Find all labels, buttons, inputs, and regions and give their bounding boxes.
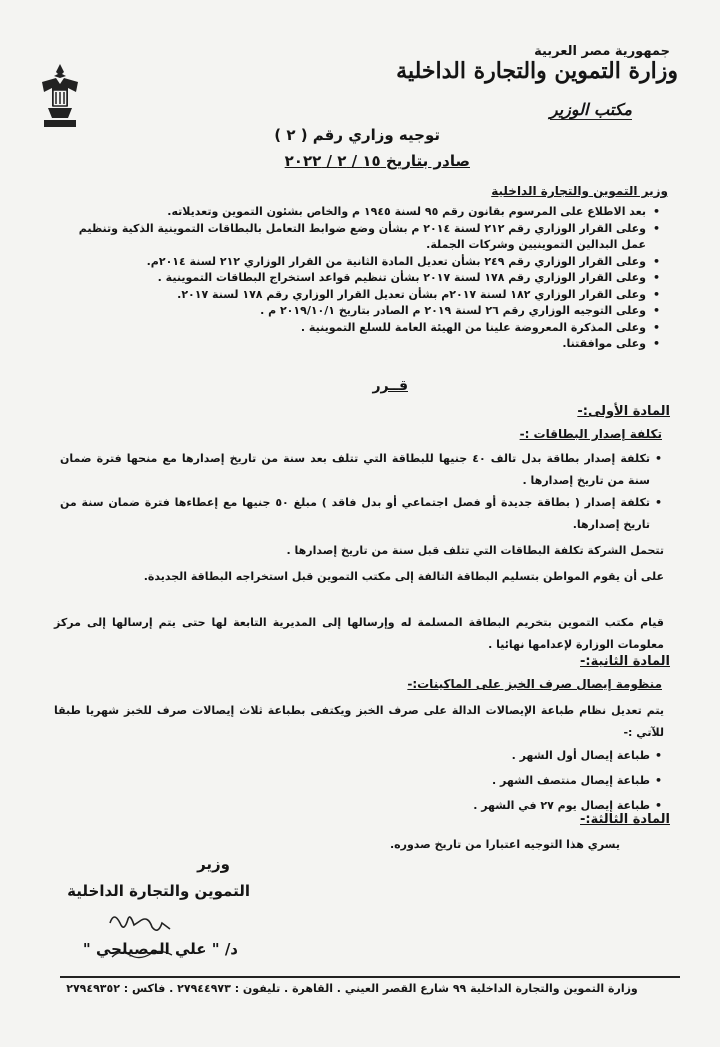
article-2-item — [60, 770, 662, 792]
article-1-item-text: تكلفة إصدار ( بطاقة جديدة أو فصل اجتماعي أو بدل فاقد ) مبلغ ٥٠ جنيها مع إعطاءها فترة ضمان سنة من تاريخ إصدارها. — [60, 496, 651, 531]
bullet-icon: • — [654, 799, 662, 812]
bullet-icon: • — [654, 749, 662, 762]
bullet-icon: • — [654, 774, 662, 787]
preamble-item: • وعلى التوجيه الوزاري رقم ٢٦ لسنة ٢٠١٩ م الصادر بتاريخ ٢٠١٩/١٠/١ م . — [60, 303, 660, 320]
article-2-heading: المادة الثانية:- — [580, 654, 670, 669]
preamble-item: • وعلى القرار الوزاري ١٨٢ لسنة ٢٠١٧م بشأن تعديل القرار الوزاري رقم ١٧٨ لسنة ٢٠١٧. — [60, 287, 660, 304]
preamble-item: • وعلى القرار الوزاري رقم ١٧٨ لسنة ٢٠١٧ بشأن تنظيم قواعد استخراج البطاقات التموينية . — [60, 270, 660, 287]
ministry-name: وزارة التموين والتجارة الداخلية — [396, 58, 678, 84]
article-2-item-text: طباعة إيصال يوم ٢٧ في الشهر . — [473, 799, 650, 812]
signature-title: وزير — [197, 855, 230, 873]
issue-date: صادر بتاريخ ١٥ / ٢ / ٢٠٢٢ — [284, 152, 470, 170]
footer-divider — [60, 976, 680, 978]
preamble-item: • وعلى القرار الوزاري رقم ٢١٢ لسنة ٢٠١٤ م بشأن وضع ضوابط التعامل بالبطاقات التموينية الذكية وتنظيم عمل البدالين التموينيين وشركات الجملة. — [60, 221, 660, 254]
bullet-icon: • — [654, 452, 662, 465]
article-1-item — [60, 492, 662, 536]
minister-line: وزير التموين والتجارة الداخلية — [491, 184, 668, 198]
article-2-item — [60, 795, 662, 817]
article-1-item-text: تكلفة إصدار بطاقة بدل تالف ٤٠ جنيها للبطاقة التي تتلف بعد سنة من تاريخ إصدارها مع منحها فترة ضمان سنة من تاريخ إصدارها . — [60, 452, 650, 487]
preamble-item: • وعلى القرار الوزاري رقم ٢٤٩ بشأن تعديل المادة الثانية من القرار الوزاري ٢١٢ لسنة ٢٠١٤م. — [60, 254, 660, 271]
article-2-item-text: طباعة إيصال منتصف الشهر . — [491, 774, 650, 787]
article-1-heading: المادة الأولى:- — [577, 404, 670, 419]
preamble-item: • وعلى المذكرة المعروضة علينا من الهيئة العامة للسلع التموينية . — [60, 320, 660, 337]
article-2-paragraph: يتم تعديل نظام طباعة الإيصالات الدالة على صرف الخبز ويكتفى بطباعة ثلاث إيصالات صرف للخبز شهريا طبقا للآتي :- — [54, 704, 664, 739]
article-3-text: يسري هذا التوجيه اعتبارا من تاريخ صدوره. — [389, 838, 620, 851]
office-name: مكتب الوزير — [549, 100, 632, 119]
signature-name: د/ " علي المصيلحي " — [82, 940, 238, 958]
article-2-item — [60, 745, 662, 767]
article-1-item — [60, 448, 662, 492]
eagle-emblem-icon — [38, 62, 82, 130]
article-1-paragraph: تتحمل الشركة تكلفة البطاقات التي تتلف قبل سنة من تاريخ إصدارها . — [286, 544, 664, 557]
preamble-item: • وعلى موافقتنا. — [60, 336, 660, 353]
preamble-item: • بعد الاطلاع على المرسوم بقانون رقم ٩٥ لسنة ١٩٤٥ م والخاص بشئون التموين وتعديلاته. — [60, 204, 660, 221]
article-1-paragraph: قيام مكتب التموين بتخريم البطاقة المسلمة له وإرسالها إلى المديرية التابعة لها حتى يتم إرسالها إلى مركز معلومات الوزارة لإعدامها نهائيا . — [54, 616, 664, 651]
footer-contact: وزارة التموين والتجارة الداخلية ٩٩ شارع القصر العيني . القاهرة . تليفون : ٢٧٩٤٤٩٧٣ . فاكس : ٢٧٩٤٩٣٥٢ — [66, 982, 638, 995]
preamble-list — [60, 204, 660, 353]
republic-name: جمهورية مصر العربية — [534, 44, 670, 59]
article-2-subheading: منظومة إيصال صرف الخبز على الماكينات:- — [407, 677, 662, 691]
article-3-heading: المادة الثالثة:- — [580, 812, 670, 827]
article-1-subheading: تكلفة إصدار البطاقات :- — [519, 427, 662, 441]
decision-heading: قــرر — [372, 378, 408, 394]
decree-title: توجيه وزاري رقم ( ٢ ) — [274, 126, 440, 144]
article-1-paragraph: على أن يقوم المواطن بتسليم البطاقة التالفة إلى مكتب التموين قبل استخراجه البطاقة الجديدة. — [143, 570, 664, 583]
article-2-item-text: طباعة إيصال أول الشهر . — [511, 749, 650, 762]
bullet-icon: • — [654, 496, 662, 509]
signature-ministry: التموين والتجارة الداخلية — [67, 882, 250, 900]
